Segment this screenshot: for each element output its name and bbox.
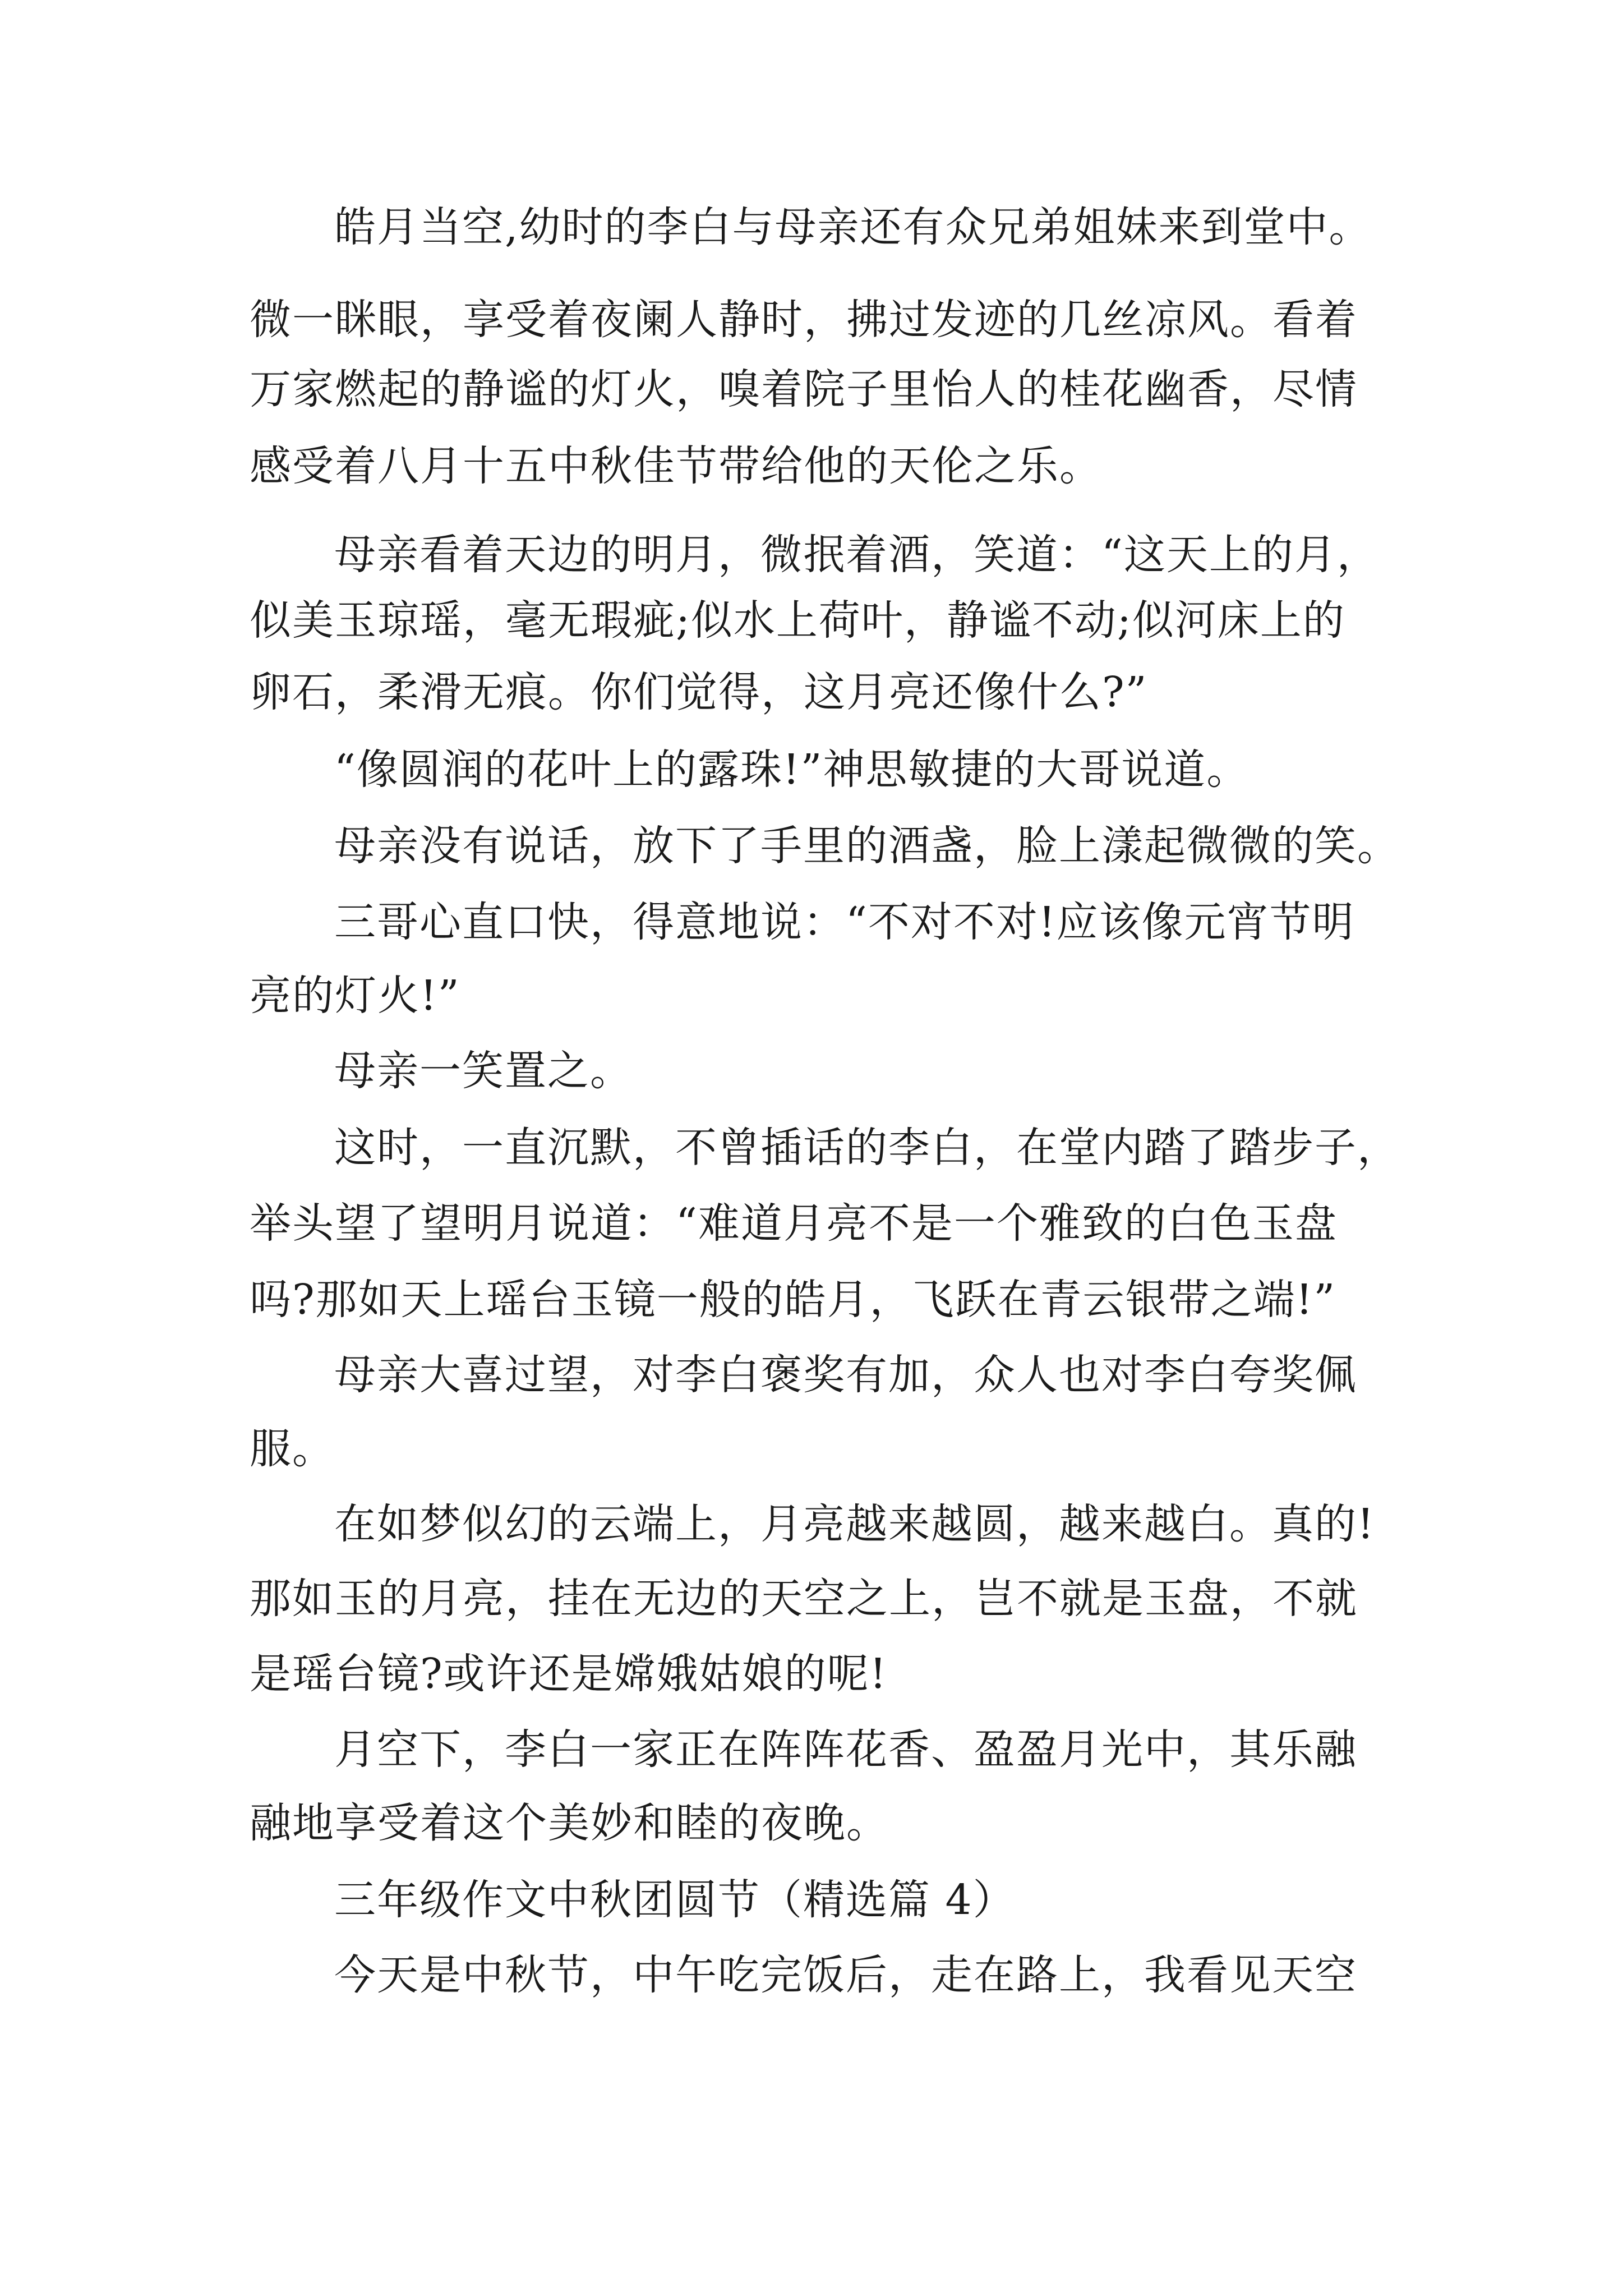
- text-line: 那如玉的月亮，挂在无边的天空之上，岂不就是玉盘，不就: [250, 1575, 1358, 1623]
- text-line: 是瑶台镜?或许还是嫦娥姑娘的呢!: [250, 1650, 888, 1698]
- text-line: 母亲没有说话，放下了手里的酒盏，脸上漾起微微的笑。: [334, 822, 1400, 870]
- text-line: 服。: [250, 1425, 335, 1473]
- text-line: 融地享受着这个美妙和睦的夜晚。: [250, 1799, 889, 1847]
- text-line: 母亲一笑置之。: [334, 1047, 633, 1095]
- text-line: “像圆润的花叶上的露珠!”神思敏捷的大哥说道。: [334, 746, 1249, 794]
- text-line: 今天是中秋节，中午吃完饭后，走在路上，我看见天空: [334, 1951, 1357, 1999]
- section-heading: 三年级作文中秋团圆节（精选篇 4）: [334, 1876, 1016, 1924]
- text-line: 举头望了望明月说道：“难道月亮不是一个雅致的白色玉盘: [250, 1199, 1338, 1248]
- text-line: 亮的灯火!”: [250, 972, 460, 1020]
- text-line: 卵石，柔滑无痕。你们觉得，这月亮还像什么?”: [250, 668, 1148, 716]
- text-line: 月空下，李白一家正在阵阵花香、盈盈月光中，其乐融: [334, 1726, 1357, 1774]
- text-line: 微一眯眼，享受着夜阑人静时，拂过发迹的几丝凉风。看着: [250, 296, 1358, 344]
- text-line: 母亲大喜过望，对李白褒奖有加，众人也对李白夸奖佩: [334, 1351, 1357, 1399]
- text-line: 在如梦似幻的云端上，月亮越来越圆，越来越白。真的!: [334, 1500, 1375, 1548]
- text-line: 母亲看着天边的明月，微抿着酒，笑道：“这天上的月，: [334, 531, 1380, 579]
- text-line: 三哥心直口快，得意地说：“不对不对!应该像元宵节明: [334, 898, 1355, 946]
- text-line: 皓月当空,幼时的李白与母亲还有众兄弟姐妹来到堂中。: [334, 203, 1372, 251]
- text-line: 吗?那如天上瑶台玉镜一般的皓月，飞跃在青云银带之端!”: [250, 1276, 1336, 1324]
- text-line: 感受着八月十五中秋佳节带给他的天伦之乐。: [250, 442, 1102, 490]
- text-line: 似美玉琼瑶，毫无瑕疵;似水上荷叶，静谧不动;似河床上的: [250, 596, 1345, 645]
- text-line: 万家燃起的静谧的灯火，嗅着院子里怡人的桂花幽香，尽情: [250, 365, 1358, 413]
- text-line: 这时，一直沉默，不曾插话的李白，在堂内踏了踏步子，: [334, 1124, 1400, 1172]
